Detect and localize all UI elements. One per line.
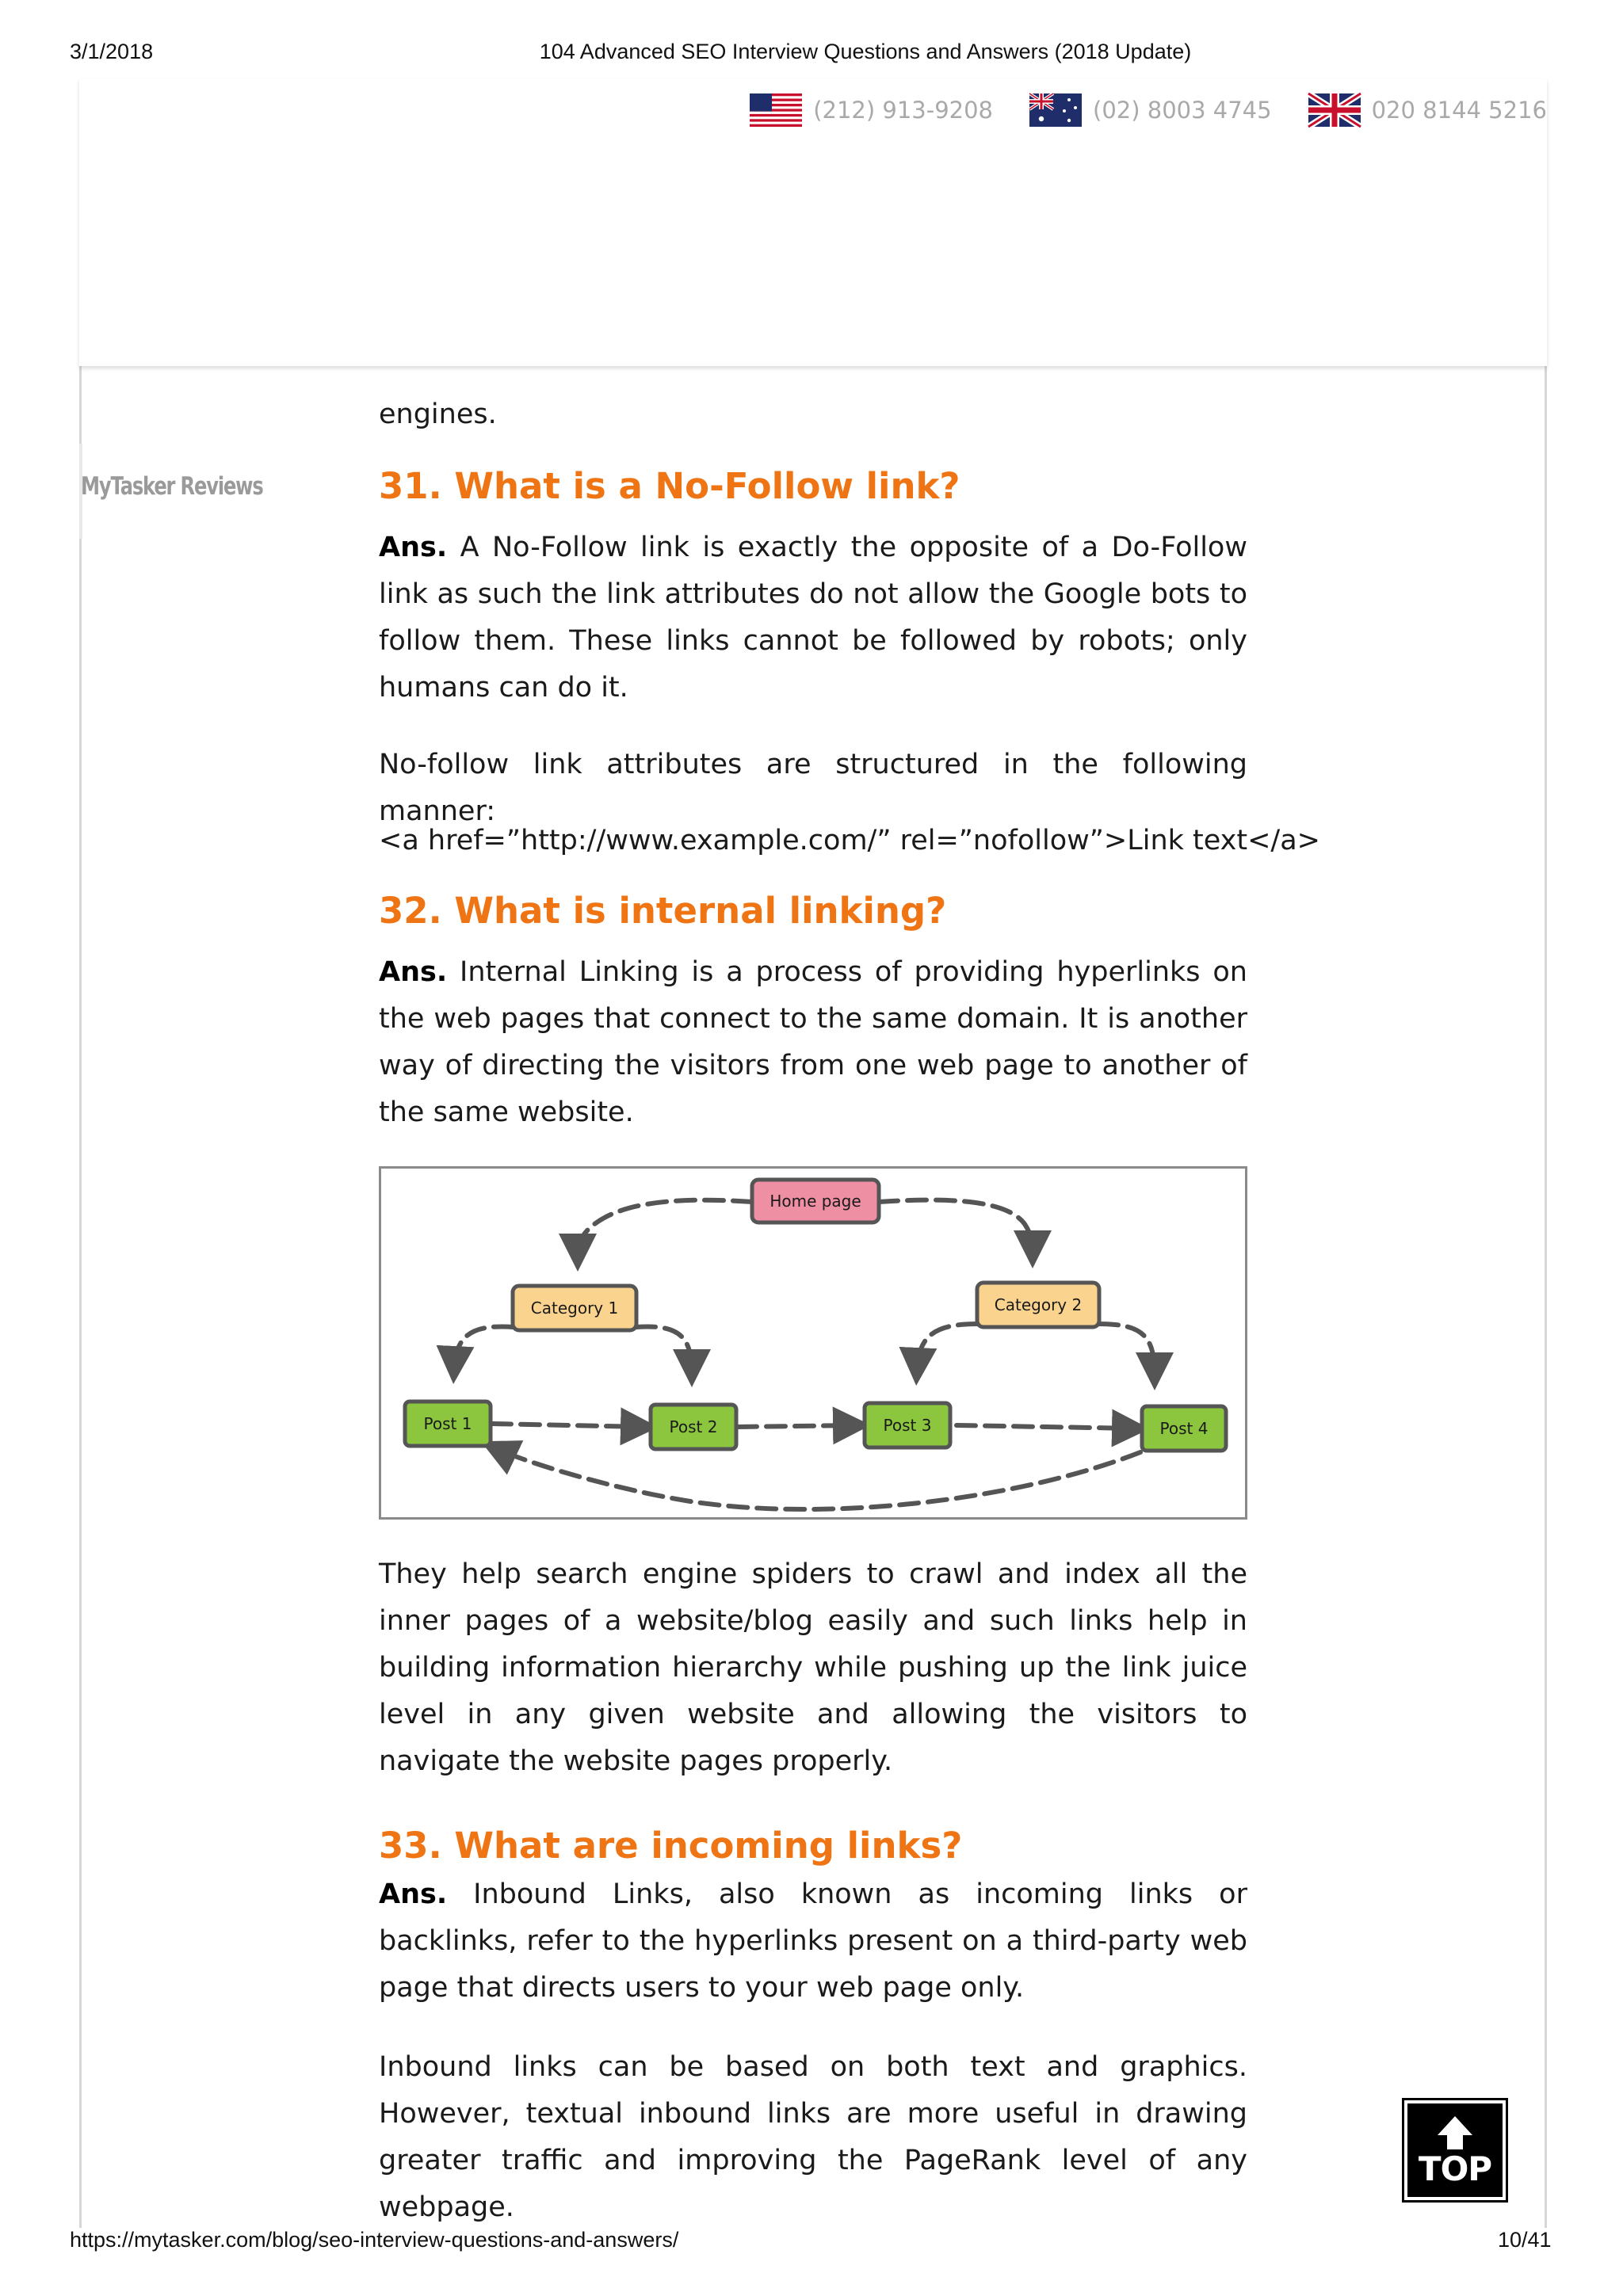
continuation-text: engines. [379,399,497,430]
back-to-top-button[interactable] [1404,2100,1506,2200]
q31-code-sample: <a href=”http://www.example.com/” rel=”nofollow”>Link text</a> [379,825,1320,856]
node-post-2-label: Post 2 [669,1417,718,1436]
edge-home-cat2 [879,1200,1033,1254]
diagram-svg [381,1169,1245,1517]
node-post-3 [865,1403,950,1447]
node-post-1-label: Post 1 [423,1414,472,1433]
node-home-label: Home page [769,1192,861,1211]
node-post-4-label: Post 4 [1159,1419,1209,1438]
phone-number-uk: 020 8144 5216 [1371,97,1547,124]
q32-ans-label: Ans. [379,956,448,988]
phone-australia[interactable] [1029,93,1272,127]
edge-cat1-post2 [636,1326,692,1373]
q31-structure-intro: No-follow link attributes are structured in the following manner: [379,749,1247,827]
q31-answer [379,524,1247,711]
edge-home-cat1 [578,1200,752,1257]
q33-heading: 33. What are incoming links? [379,1825,963,1867]
phone-uk[interactable] [1308,93,1547,127]
australia-flag-icon [1029,93,1082,127]
edge-cat1-post1 [454,1326,513,1370]
q33-ans-label: Ans. [379,1878,448,1910]
node-post-4 [1142,1406,1226,1451]
node-category-2 [977,1283,1099,1327]
node-post-2 [651,1405,736,1449]
edge-post3-post4 [957,1425,1136,1428]
q33-para2: Inbound links can be based on both text and graphics. However, textual inbound links are more useful in drawing greater traffic and improving the PageRank level of any webpage. [379,2051,1247,2223]
phone-number-australia: (02) 8003 4745 [1093,97,1272,124]
edge-cat2-post4 [1099,1324,1155,1376]
node-post-3-label: Post 3 [883,1416,932,1435]
q31-answer-text: A No-Follow link is exactly the opposite of a Do-Follow link as such the link attributes do not allow the Google bots to follow them. These links cannot be followed by robots; only humans can do it. [379,532,1247,704]
print-title: 104 Advanced SEO Interview Questions and Answers (2018 Update) [539,40,1192,63]
edge-post1-post2 [492,1424,644,1427]
sidebar-reviews-link[interactable]: MyTasker Reviews [81,472,263,501]
back-to-top-label: TOP [1418,2149,1492,2188]
q32-answer-text: Internal Linking is a process of providing hyperlinks on the web pages that connect to the same domain. It is another way of directing the visitors from one web page to another of the same website. [379,956,1247,1128]
internal-linking-diagram [379,1166,1247,1520]
q32-after-diagram: They help search engine spiders to crawl and index all the inner pages of a website/blog easily and such links help in building information hierarchy while pushing up the link juice level in any given website and allowing the visitors to navigate the website pages properly. [379,1558,1247,1777]
q32-heading: 32. What is internal linking? [379,890,947,932]
q31-heading: 31. What is a No-Follow link? [379,465,960,507]
node-home-page [752,1180,879,1222]
site-header [79,79,1547,366]
node-category-2-label: Category 2 [994,1295,1083,1314]
print-url: https://mytasker.com/blog/seo-interview-questions-and-answers/ [70,2228,679,2252]
edge-post4-post1 [494,1447,1140,1509]
edge-cat2-post3 [917,1324,977,1371]
us-flag-icon [750,93,802,127]
q32-answer [379,949,1247,1136]
phone-list [713,93,1547,127]
node-post-1 [405,1402,491,1446]
node-category-1-label: Category 1 [530,1299,619,1318]
print-date: 3/1/2018 [70,40,154,63]
node-category-1 [513,1286,636,1330]
q33-answer-text: Inbound Links, also known as incoming links or backlinks, refer to the hyperlinks present on a third-party web page that directs users to your web page only. [379,1878,1247,2004]
up-arrow-icon [1407,2115,1503,2151]
q31-ans-label: Ans. [379,532,448,563]
q33-answer [379,1871,1247,2012]
edge-post2-post3 [738,1425,857,1427]
phone-us[interactable] [750,93,993,127]
print-page-number: 10/41 [1498,2228,1552,2252]
uk-flag-icon [1308,93,1361,127]
phone-number-us: (212) 913-9208 [813,97,994,124]
